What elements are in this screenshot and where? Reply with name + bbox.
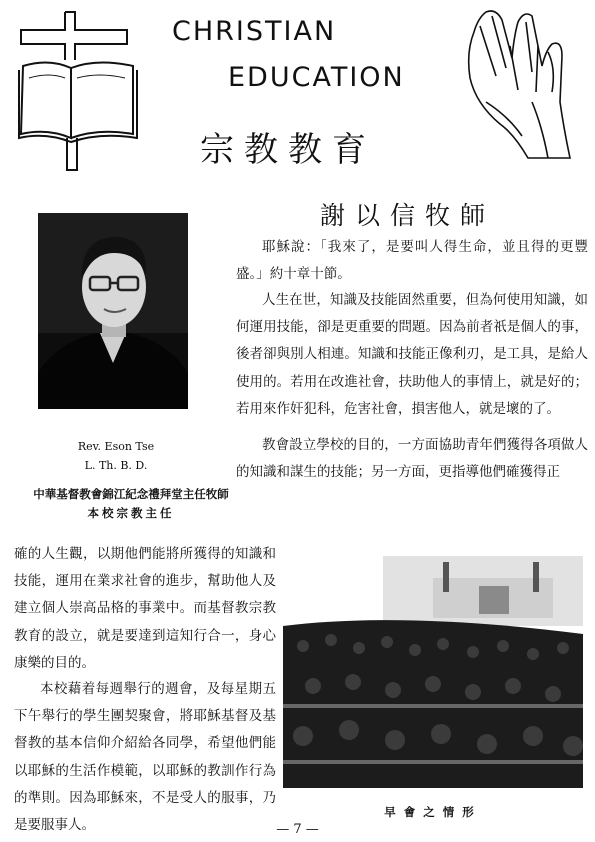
portrait-degrees: L. Th. B. D. xyxy=(84,459,148,472)
cross-and-bible-illustration xyxy=(15,8,140,173)
portrait-position: 本校宗教主任 xyxy=(87,506,175,520)
article-paragraph-2: 人生在世，知識及技能固然重要，但為何使用知識，如何運用技能，卻是更重要的問題。因為前者祇是個人的事，後者卻與別人相連。知識和技能正像利刃，是工具，是給人使用的。若用在改進社會，扶助他人的事情上，就是好的；若用來作奸犯科，危害社會，損害他人，就是壞的了。 xyxy=(236,292,588,417)
article-paragraph-1: 耶穌說：「我來了，是要叫人得生命，並且得的更豐盛。」約十章十節。 xyxy=(236,239,588,283)
portrait-photo xyxy=(38,213,188,409)
header-title-english-line1: CHRISTIAN xyxy=(172,16,337,47)
portrait-name: Rev. Eson Tse xyxy=(77,440,155,453)
photo-caption: 早會之情形 xyxy=(384,805,482,819)
article-paragraph-5: 本校藉着每週舉行的週會，及每星期五下午舉行的學生團契聚會，將耶穌基督及基督教的基本信仰介紹給各同學，希望他們能以耶穌的生活作模範，以耶穌的教訓作行為的準則。因為耶穌來，不是受人的服事，乃是要服事人。 xyxy=(14,681,276,834)
header-title-english-line2: EDUCATION xyxy=(228,62,405,93)
article-paragraph-4: 確的人生觀，以期他們能將所獲得的知識和技能，運用在業求社會的進步，幫助他人及建立個人崇高品格的事業中。而基督教宗教教育的設立，就是要達到這知行合一，身心康樂的目的。 xyxy=(14,546,276,671)
page-number: — 7 — xyxy=(276,822,319,837)
header-title-chinese: 宗教教育 xyxy=(200,130,376,170)
article-paragraph-3: 教會設立學校的目的，一方面協助青年們獲得各項做人的知識和謀生的技能；另一方面，更指導他們確獲得正 xyxy=(236,437,588,481)
assembly-photo xyxy=(283,556,583,788)
portrait-role: 中華基督教會錦江紀念禮拜堂主任牧師 xyxy=(33,487,229,501)
article-author-title: 謝以信牧師 xyxy=(320,201,496,230)
praying-hands-illustration xyxy=(452,6,577,164)
